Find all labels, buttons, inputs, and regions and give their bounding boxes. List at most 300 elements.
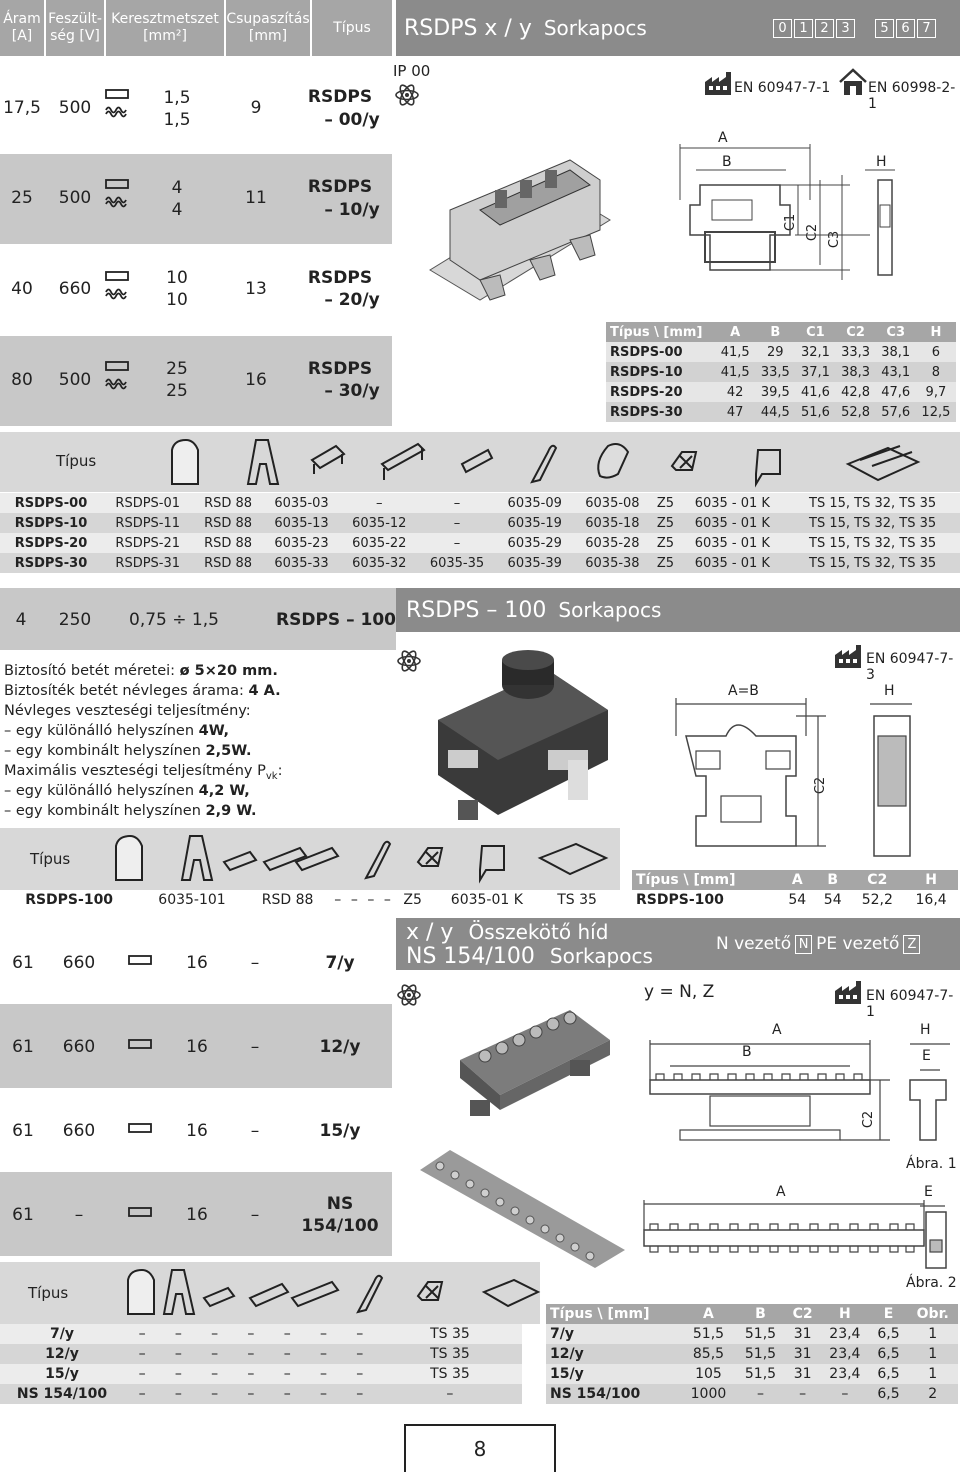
s3-row2-current: 61 xyxy=(12,1037,34,1057)
accessory-icons-row xyxy=(160,436,960,488)
pin-icon xyxy=(358,1276,382,1312)
section3-dimension-table xyxy=(546,1304,958,1404)
cell: – xyxy=(350,892,358,908)
solid-stranded-wire-icon xyxy=(104,268,134,308)
factory-icon xyxy=(834,979,862,1005)
cell: 12,5 xyxy=(921,404,951,420)
cell: – xyxy=(138,1366,146,1382)
s3-title-line1 xyxy=(406,920,608,945)
cell: 31 xyxy=(793,1346,812,1362)
fig1-dim-b: B xyxy=(742,1044,752,1060)
cell: 2 xyxy=(928,1386,938,1402)
cell: RSDPS-100 xyxy=(636,892,724,908)
cell: – xyxy=(841,1386,849,1402)
marker-holder-icon xyxy=(480,846,504,880)
table-row xyxy=(0,553,960,573)
s2-standard: EN 60947-7-3 xyxy=(866,651,954,683)
s3-row1-current: 61 xyxy=(12,953,34,973)
cell: – xyxy=(446,1386,454,1402)
cell: 52,8 xyxy=(841,404,871,420)
cell: 16,4 xyxy=(915,892,947,908)
header-col-type: Típus xyxy=(312,0,392,56)
dim-table-header: B xyxy=(827,872,839,888)
cell: – xyxy=(453,495,461,511)
cell: – xyxy=(211,1386,219,1402)
cell: – xyxy=(356,1366,364,1382)
table-row xyxy=(546,1324,958,1344)
pin-icon xyxy=(366,842,390,878)
note-text: – egy különálló helyszínen xyxy=(4,723,199,739)
cell: 15/y xyxy=(45,1366,79,1382)
factory-icon xyxy=(704,70,732,96)
bridge-3-icon xyxy=(250,1284,288,1306)
cell: – xyxy=(138,1346,146,1362)
cell: TS 35 xyxy=(430,1346,470,1362)
s2-cross-section: 0,75 ÷ 1,5 xyxy=(129,610,219,630)
row4-cs2: 25 xyxy=(166,381,188,401)
cell: RSD 88 xyxy=(204,515,253,531)
digit: 6 xyxy=(896,19,915,38)
cell: TS 15, TS 32, TS 35 xyxy=(809,495,937,511)
header-col-stripping: Csupaszítás [mm] xyxy=(226,0,310,56)
cell: 42 xyxy=(726,384,744,400)
cell: 6035-32 xyxy=(352,555,407,571)
z-box: Z xyxy=(903,935,920,954)
row2-type: RSDPS xyxy=(307,177,373,197)
rsdps-100-fuse-terminal-photo xyxy=(428,650,618,825)
cell: 54 xyxy=(823,892,842,908)
row1-type: RSDPS xyxy=(307,87,373,107)
table-row xyxy=(0,1324,522,1344)
ns154-bar-photo xyxy=(410,1130,630,1270)
dim-a-label: A xyxy=(718,130,728,146)
row3-cs1: 10 xyxy=(166,268,188,288)
cell: 105 xyxy=(695,1366,722,1382)
cell: 51,5 xyxy=(744,1366,777,1382)
dim-table-header: C1 xyxy=(806,324,825,340)
cell: 6035-19 xyxy=(507,515,562,531)
cell: 31 xyxy=(793,1326,812,1342)
header-col-current: Áram [A] xyxy=(0,0,44,56)
dim-table-header: C2 xyxy=(867,872,888,888)
note-value: 2,9 W. xyxy=(205,803,257,819)
dim-table-header: B xyxy=(770,324,781,340)
cell: RSDPS-21 xyxy=(115,535,181,551)
dim-table-header: Obr. xyxy=(916,1306,949,1322)
row4-cs1: 25 xyxy=(166,359,188,379)
cell: 47,6 xyxy=(881,384,911,400)
dim-table-header: Típus \ [mm] xyxy=(550,1306,650,1322)
protection-digits-a xyxy=(771,19,855,38)
cell: RSDPS-20 xyxy=(610,384,683,400)
conductor-legend xyxy=(716,934,924,954)
row3-type: RSDPS xyxy=(307,268,373,288)
s3-row3-type: 15/y xyxy=(319,1121,361,1141)
cell: – xyxy=(174,1386,182,1402)
s2-dim-ab: A=B xyxy=(728,683,759,699)
cell: – xyxy=(356,1346,364,1362)
note-text: : xyxy=(277,763,283,779)
section1-subtitle: Sorkapocs xyxy=(543,16,647,40)
s3-title-sub: Összekötő híd xyxy=(468,920,609,944)
cell: 6035-39 xyxy=(507,555,562,571)
cell: 6035-28 xyxy=(585,535,640,551)
marker-holder-icon xyxy=(756,450,780,484)
digit: 1 xyxy=(794,19,813,38)
table-row xyxy=(0,890,610,910)
accessory-type-label: Típus xyxy=(56,452,97,470)
cell: – xyxy=(319,1346,327,1362)
note-text: – egy különálló helyszínen xyxy=(4,783,199,799)
din-rail-icon xyxy=(540,844,606,874)
row2-current: 25 xyxy=(11,188,33,208)
cell: – xyxy=(283,1326,291,1342)
s3-row3-voltage: 660 xyxy=(62,1121,96,1141)
cell: – xyxy=(383,892,391,908)
cell: – xyxy=(283,1386,291,1402)
table-row xyxy=(606,382,956,402)
cell: 33,5 xyxy=(760,364,790,380)
cell: RSDPS-30 xyxy=(610,404,683,420)
cell: – xyxy=(138,1326,146,1342)
atom-icon xyxy=(396,648,422,674)
cell: – xyxy=(453,535,461,551)
cell: 6035-13 xyxy=(274,515,329,531)
s3-row2-voltage: 660 xyxy=(62,1037,96,1057)
cell: 7/y xyxy=(50,1326,74,1342)
s3-row4-current: 61 xyxy=(12,1205,34,1225)
cell: 29 xyxy=(767,344,784,360)
cell: 6035 - 01 K xyxy=(694,495,770,511)
solid-wire-icon xyxy=(128,1038,154,1050)
s3-row2-strip: – xyxy=(250,1037,260,1057)
cell: 6,5 xyxy=(877,1366,900,1382)
cell: 43,1 xyxy=(881,364,911,380)
note-value: ø 5×20 mm. xyxy=(179,663,278,679)
s3-row2-type: 12/y xyxy=(319,1037,361,1057)
cell: – xyxy=(211,1326,219,1342)
end-plate-icon xyxy=(128,1270,154,1314)
cell: – xyxy=(319,1386,327,1402)
cover-cap-icon xyxy=(598,444,628,478)
bridge-4-icon xyxy=(292,1282,338,1306)
bridge-plate-icon xyxy=(462,450,492,472)
cell: 54 xyxy=(788,892,807,908)
cell: 39,5 xyxy=(760,384,790,400)
row3-strip: 13 xyxy=(245,279,267,299)
dim-table-header: H xyxy=(839,1306,851,1322)
figure1-dimension-drawing xyxy=(640,1040,960,1160)
cell: Z5 xyxy=(656,495,674,511)
header-col-voltage: Feszült- ség [V] xyxy=(46,0,104,56)
cell: 41,6 xyxy=(800,384,830,400)
table-row xyxy=(606,362,956,382)
end-plate-icon xyxy=(116,836,142,880)
s2-accessory-table xyxy=(0,890,610,910)
row2-type-suffix: – 10/y xyxy=(324,200,380,220)
cell: RSD 88 xyxy=(261,892,314,908)
table-row xyxy=(0,1384,522,1404)
cell: – xyxy=(376,495,383,511)
s2-current: 4 xyxy=(15,610,27,630)
cell: 44,5 xyxy=(760,404,790,420)
dim-table-header: C2 xyxy=(846,324,865,340)
cell: TS 15, TS 32, TS 35 xyxy=(809,555,937,571)
cell: 38,1 xyxy=(881,344,911,360)
cell: TS 35 xyxy=(430,1366,470,1382)
standard-2: EN 60998-2-1 xyxy=(868,80,956,112)
s3-row3-cs: 16 xyxy=(186,1121,208,1141)
cell: RSDPS-10 xyxy=(14,515,88,531)
dim-c2-label: C2 xyxy=(805,223,821,242)
cell: TS 35 xyxy=(557,892,597,908)
cell: – xyxy=(319,1366,327,1382)
cell: 23,4 xyxy=(829,1366,861,1382)
s2-accessory-icons-row xyxy=(100,832,620,886)
cell: 6035-29 xyxy=(507,535,562,551)
row3-voltage: 660 xyxy=(58,279,92,299)
cell: NS 154/100 xyxy=(550,1386,641,1402)
note-value: 4,2 W, xyxy=(198,783,250,799)
note-fuse-size xyxy=(4,662,278,682)
cell: – xyxy=(174,1346,182,1362)
dim-c3-label: C3 xyxy=(827,230,843,249)
cell: 6035-35 xyxy=(429,555,485,571)
cell: TS 15, TS 32, TS 35 xyxy=(809,515,937,531)
cell: – xyxy=(247,1326,255,1342)
fig1-dim-h: H xyxy=(920,1022,931,1038)
note-text: – egy kombinált helyszínen xyxy=(4,743,206,759)
cell: 6035 - 01 K xyxy=(694,555,770,571)
section1-dimension-table xyxy=(606,322,956,422)
cell: 51,5 xyxy=(692,1326,725,1342)
dim-c1-label: C1 xyxy=(783,213,799,232)
table-row xyxy=(0,1344,522,1364)
cell: 15/y xyxy=(550,1366,584,1382)
cell: – xyxy=(799,1386,807,1402)
row1-cs1: 1,5 xyxy=(163,88,191,108)
cell: RSDPS-30 xyxy=(14,555,88,571)
dim-h-label: H xyxy=(876,154,887,170)
note-max-single xyxy=(4,782,250,802)
marker-icon xyxy=(418,1282,442,1300)
note-text: Biztosító betét méretei: xyxy=(4,663,180,679)
page-number: 8 xyxy=(404,1424,556,1472)
cell: 51,5 xyxy=(744,1326,777,1342)
cell: – xyxy=(247,1386,255,1402)
dim-table-header: Típus \ [mm] xyxy=(610,324,703,340)
cell: 6035-03 xyxy=(274,495,329,511)
cell: RSDPS-10 xyxy=(610,364,683,380)
note-value: 2,5W. xyxy=(205,743,252,759)
cell: 6035-33 xyxy=(274,555,329,571)
table-row xyxy=(0,533,960,553)
cell: – xyxy=(247,1366,255,1382)
fig1-caption: Ábra. 1 xyxy=(906,1156,957,1172)
row1-type-suffix: – 00/y xyxy=(324,110,380,130)
cell: 57,6 xyxy=(881,404,911,420)
figure2-dimension-drawing xyxy=(640,1200,960,1280)
s3-title-line2 xyxy=(406,944,653,969)
din-rail-icon xyxy=(848,446,918,480)
s3-standard: EN 60947-7-1 xyxy=(866,988,954,1020)
note-text: – egy kombinált helyszínen xyxy=(4,803,206,819)
cell: 12/y xyxy=(550,1346,584,1362)
n-box: N xyxy=(795,935,812,954)
cell: RSDPS-11 xyxy=(115,515,181,531)
section2-dimension-table xyxy=(632,870,958,910)
s3-row4-cs: 16 xyxy=(186,1205,208,1225)
marker-icon xyxy=(672,452,696,470)
cell: 37,1 xyxy=(800,364,830,380)
dim-table-header: B xyxy=(755,1306,766,1322)
cell: 51,5 xyxy=(744,1346,777,1362)
connector-bridge-photo xyxy=(440,1000,620,1120)
s2-dim-c2: C2 xyxy=(813,776,829,795)
s3-row4-type: NS xyxy=(326,1194,354,1214)
dim-table-header: A xyxy=(730,324,741,340)
row3-type-suffix: – 20/y xyxy=(324,290,380,310)
cell: – xyxy=(319,1326,327,1342)
cell: – xyxy=(211,1346,219,1362)
dim-table-header: C3 xyxy=(886,324,906,340)
dim-b-label: B xyxy=(722,154,732,170)
solid-stranded-wire-icon xyxy=(104,176,134,216)
cell: 32,1 xyxy=(800,344,830,360)
end-clamp-icon xyxy=(164,1270,194,1314)
cell: – xyxy=(453,515,461,531)
atom-icon xyxy=(394,82,420,108)
solid-wire-icon xyxy=(128,954,154,966)
row1-strip: 9 xyxy=(250,98,262,118)
cell: TS 15, TS 32, TS 35 xyxy=(809,535,937,551)
cell: – xyxy=(356,1386,364,1402)
cell: Z5 xyxy=(403,892,422,908)
cell: – xyxy=(356,1326,364,1342)
cell: 7/y xyxy=(550,1326,574,1342)
row3-current: 40 xyxy=(11,279,33,299)
s3-title-main: NS 154/100 xyxy=(406,944,535,969)
s3-title-main: x / y xyxy=(406,920,454,945)
section2-dimension-drawing xyxy=(666,696,956,866)
section1-accessory-table xyxy=(0,493,960,573)
cell: 85,5 xyxy=(692,1346,725,1362)
table-row xyxy=(0,513,960,533)
fig2-caption: Ábra. 2 xyxy=(906,1275,957,1291)
note-text: Maximális veszteségi teljesítmény P xyxy=(4,763,266,779)
fig1-dim-e: E xyxy=(922,1048,931,1064)
cell: 6035-01 K xyxy=(450,892,523,908)
table-row xyxy=(546,1344,958,1364)
row4-voltage: 500 xyxy=(58,370,92,390)
cell: – xyxy=(367,892,375,908)
cell: NS 154/100 xyxy=(16,1386,108,1402)
row4-strip: 16 xyxy=(245,370,267,390)
cell: – xyxy=(138,1386,146,1402)
end-clamp-icon xyxy=(182,836,212,880)
cell: 6 xyxy=(931,344,941,360)
note-text: Biztosíték betét névleges árama: xyxy=(4,683,249,699)
cell: TS 35 xyxy=(430,1326,470,1342)
bridge-2-icon xyxy=(224,852,256,870)
cell: – xyxy=(283,1366,291,1382)
cell: 6035 - 01 K xyxy=(694,535,770,551)
cell: Z5 xyxy=(656,555,674,571)
cell: 1 xyxy=(928,1326,938,1342)
cell: 6035-08 xyxy=(585,495,640,511)
s2-voltage: 250 xyxy=(58,610,92,630)
s3-row1-type: 7/y xyxy=(325,953,355,973)
dim-table-header: H xyxy=(925,872,937,888)
row4-type-suffix: – 30/y xyxy=(324,381,380,401)
note-nominal-combined xyxy=(4,742,252,762)
row2-cs2: 4 xyxy=(171,200,183,220)
row1-current: 17,5 xyxy=(3,98,41,118)
table-row xyxy=(546,1364,958,1384)
cell: RSDPS-00 xyxy=(14,495,88,511)
digit: 2 xyxy=(815,19,834,38)
cell: – xyxy=(211,1366,219,1382)
s3-row1-voltage: 660 xyxy=(62,953,96,973)
cell: 38,3 xyxy=(841,364,871,380)
dim-table-header: C2 xyxy=(792,1306,813,1322)
cell: RSDPS-20 xyxy=(14,535,88,551)
cell: 1 xyxy=(928,1366,938,1382)
cell: 9,7 xyxy=(925,384,947,400)
cell: RSDPS-01 xyxy=(115,495,181,511)
cell: 6035-09 xyxy=(507,495,562,511)
din-rail-icon xyxy=(484,1280,538,1306)
bridge-2-icon xyxy=(204,1288,234,1306)
s3-row2-cs: 16 xyxy=(186,1037,208,1057)
header-col-cross-section: Keresztmetszet [mm²] xyxy=(106,0,224,56)
cell: – xyxy=(174,1326,182,1342)
cell: – xyxy=(756,1386,764,1402)
table-row xyxy=(632,890,958,910)
end-clamp-icon xyxy=(248,440,278,484)
row3-cs2: 10 xyxy=(166,290,188,310)
s3-row3-strip: – xyxy=(250,1121,260,1141)
pe-conductor-label: PE vezető xyxy=(816,934,900,954)
section1-title-bar xyxy=(396,0,960,56)
s3-row4-voltage: – xyxy=(74,1205,84,1225)
cell: RSD 88 xyxy=(204,555,253,571)
cell: Z5 xyxy=(656,535,674,551)
cell: 41,5 xyxy=(720,364,750,380)
pin-icon xyxy=(532,446,556,482)
s3-accessory-table xyxy=(0,1324,522,1404)
note-text: Névleges veszteségi teljesítmény: xyxy=(4,703,251,719)
section2-subtitle: Sorkapocs xyxy=(558,598,662,622)
fig2-dim-e: E xyxy=(924,1184,933,1200)
cell: 41,5 xyxy=(720,344,750,360)
table-row xyxy=(606,402,956,422)
table-row xyxy=(606,342,956,362)
row2-strip: 11 xyxy=(245,188,267,208)
s3-accessory-icons-row xyxy=(100,1266,540,1320)
cell: 6,5 xyxy=(877,1326,900,1342)
dim-table-header: A xyxy=(791,872,803,888)
note-nominal-single xyxy=(4,722,229,742)
standard-1: EN 60947-7-1 xyxy=(734,80,831,96)
note-max-combined xyxy=(4,802,257,822)
solid-stranded-wire-icon xyxy=(104,358,134,398)
cell: 23,4 xyxy=(829,1326,861,1342)
cell: RSD 88 xyxy=(204,535,253,551)
cell: 31 xyxy=(793,1366,812,1382)
section2-title-bar xyxy=(396,588,960,632)
cell: Z5 xyxy=(656,515,674,531)
